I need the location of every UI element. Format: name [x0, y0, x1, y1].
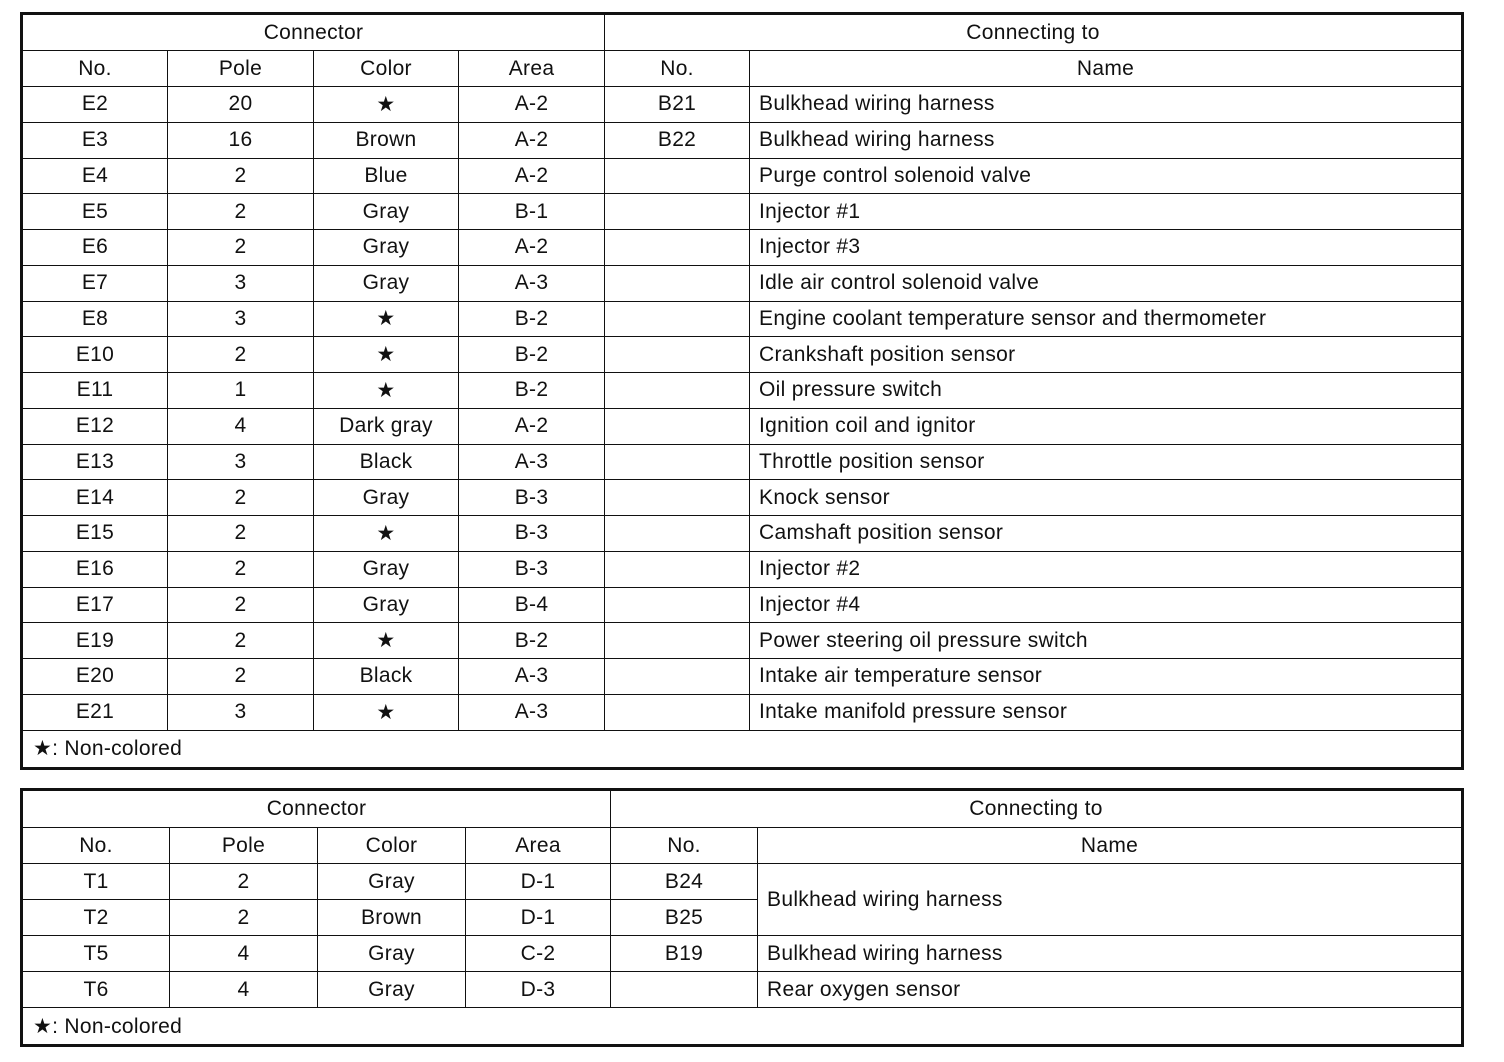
cell-name: Intake manifold pressure sensor [750, 694, 1463, 730]
column-header-name: Name [750, 51, 1463, 87]
cell-to-no [605, 230, 750, 266]
cell-no: E5 [22, 194, 168, 230]
cell-pole: 2 [168, 158, 314, 194]
cell-color: Brown [314, 122, 459, 158]
table-row [22, 480, 1463, 516]
cell-area: C-2 [466, 936, 611, 972]
cell-to-no [605, 444, 750, 480]
cell-color: Black [314, 444, 459, 480]
table-row [22, 408, 1463, 444]
column-header-no: No. [22, 51, 168, 87]
cell-name: Knock sensor [750, 480, 1463, 516]
table-row [22, 158, 1463, 194]
cell-area: A-3 [459, 265, 605, 301]
table-row [22, 936, 1463, 972]
cell-area: B-2 [459, 373, 605, 409]
cell-color: Gray [314, 551, 459, 587]
cell-pole: 20 [168, 87, 314, 123]
legend-row [22, 1008, 1463, 1046]
cell-name: Oil pressure switch [750, 373, 1463, 409]
table-row [22, 373, 1463, 409]
cell-pole: 4 [170, 972, 318, 1008]
column-header-no: No. [22, 828, 170, 864]
column-header-pole: Pole [168, 51, 314, 87]
cell-to-no [605, 337, 750, 373]
cell-area: D-3 [466, 972, 611, 1008]
cell-no: E8 [22, 301, 168, 337]
cell-to-no [605, 480, 750, 516]
cell-color: ★ [314, 373, 459, 409]
cell-name-merged: Bulkhead wiring harness [758, 864, 1463, 936]
cell-area: B-3 [459, 480, 605, 516]
cell-pole: 2 [170, 900, 318, 936]
cell-no: E14 [22, 480, 168, 516]
cell-name: Bulkhead wiring harness [750, 87, 1463, 123]
table-row [22, 659, 1463, 695]
table-row [22, 230, 1463, 266]
cell-color: Gray [318, 936, 466, 972]
cell-to-no: B22 [605, 122, 750, 158]
cell-to-no: B19 [611, 936, 758, 972]
cell-no: E4 [22, 158, 168, 194]
cell-no: E3 [22, 122, 168, 158]
cell-area: A-2 [459, 230, 605, 266]
cell-area: A-2 [459, 122, 605, 158]
cell-color: Gray [314, 265, 459, 301]
cell-to-no [611, 972, 758, 1008]
cell-to-no [605, 373, 750, 409]
legend-note: ★: Non-colored [22, 730, 1463, 768]
column-header-to-no: No. [611, 828, 758, 864]
cell-no: E16 [22, 551, 168, 587]
cell-to-no: B21 [605, 87, 750, 123]
table-row [22, 301, 1463, 337]
cell-name: Injector #1 [750, 194, 1463, 230]
cell-name: Power steering oil pressure switch [750, 623, 1463, 659]
cell-no: E11 [22, 373, 168, 409]
connecting-to-header: Connecting to [611, 790, 1463, 828]
cell-pole: 2 [168, 230, 314, 266]
cell-name: Throttle position sensor [750, 444, 1463, 480]
cell-no: T2 [22, 900, 170, 936]
cell-name: Bulkhead wiring harness [750, 122, 1463, 158]
table-header-group-row [22, 790, 1463, 828]
cell-name: Crankshaft position sensor [750, 337, 1463, 373]
cell-color: Gray [314, 230, 459, 266]
table-row [22, 551, 1463, 587]
cell-color: ★ [314, 516, 459, 552]
cell-pole: 4 [170, 936, 318, 972]
cell-color: ★ [314, 87, 459, 123]
cell-name: Intake air temperature sensor [750, 659, 1463, 695]
column-header-name: Name [758, 828, 1463, 864]
cell-to-no: B25 [611, 900, 758, 936]
cell-name: Ignition coil and ignitor [750, 408, 1463, 444]
cell-area: D-1 [466, 900, 611, 936]
cell-to-no [605, 659, 750, 695]
table-header-row [22, 828, 1463, 864]
cell-no: E2 [22, 87, 168, 123]
column-header-area: Area [459, 51, 605, 87]
cell-area: A-2 [459, 408, 605, 444]
table-row [22, 194, 1463, 230]
table-row [22, 337, 1463, 373]
cell-to-no: B24 [611, 864, 758, 900]
cell-area: B-2 [459, 623, 605, 659]
cell-area: A-3 [459, 444, 605, 480]
table-row [22, 122, 1463, 158]
cell-name: Injector #4 [750, 587, 1463, 623]
cell-to-no [605, 194, 750, 230]
column-header-to-no: No. [605, 51, 750, 87]
connector-table-e [20, 12, 1464, 770]
cell-no: E10 [22, 337, 168, 373]
cell-pole: 2 [168, 480, 314, 516]
legend-row [22, 730, 1463, 768]
cell-no: T6 [22, 972, 170, 1008]
cell-to-no [605, 408, 750, 444]
connecting-to-header: Connecting to [605, 14, 1463, 51]
cell-pole: 1 [168, 373, 314, 409]
cell-area: D-1 [466, 864, 611, 900]
cell-to-no [605, 587, 750, 623]
cell-color: ★ [314, 337, 459, 373]
cell-no: E19 [22, 623, 168, 659]
cell-area: A-3 [459, 694, 605, 730]
cell-color: Brown [318, 900, 466, 936]
cell-no: E21 [22, 694, 168, 730]
cell-name: Injector #3 [750, 230, 1463, 266]
cell-color: Gray [314, 587, 459, 623]
cell-to-no [605, 694, 750, 730]
cell-no: E17 [22, 587, 168, 623]
cell-name: Bulkhead wiring harness [758, 936, 1463, 972]
cell-color: Gray [314, 194, 459, 230]
cell-area: A-2 [459, 158, 605, 194]
cell-pole: 2 [168, 659, 314, 695]
cell-no: E13 [22, 444, 168, 480]
cell-no: E6 [22, 230, 168, 266]
cell-pole: 3 [168, 694, 314, 730]
cell-pole: 2 [168, 194, 314, 230]
cell-area: B-1 [459, 194, 605, 230]
cell-to-no [605, 551, 750, 587]
cell-to-no [605, 265, 750, 301]
table-row [22, 516, 1463, 552]
cell-color: ★ [314, 623, 459, 659]
connector-header: Connector [22, 14, 605, 51]
cell-pole: 2 [168, 516, 314, 552]
table-row [22, 623, 1463, 659]
legend-note: ★: Non-colored [22, 1008, 1463, 1046]
cell-area: B-4 [459, 587, 605, 623]
table-header-group-row [22, 14, 1463, 51]
cell-area: B-3 [459, 516, 605, 552]
cell-pole: 2 [168, 587, 314, 623]
cell-name: Idle air control solenoid valve [750, 265, 1463, 301]
cell-to-no [605, 516, 750, 552]
cell-pole: 3 [168, 301, 314, 337]
cell-no: E12 [22, 408, 168, 444]
table-row [22, 444, 1463, 480]
cell-color: Gray [318, 864, 466, 900]
cell-no: E15 [22, 516, 168, 552]
connector-table-t [20, 788, 1464, 1047]
cell-area: B-3 [459, 551, 605, 587]
table-row [22, 87, 1463, 123]
cell-color: Blue [314, 158, 459, 194]
cell-no: E20 [22, 659, 168, 695]
cell-to-no [605, 301, 750, 337]
cell-color: Gray [314, 480, 459, 516]
cell-area: A-2 [459, 87, 605, 123]
cell-no: E7 [22, 265, 168, 301]
column-header-color: Color [318, 828, 466, 864]
cell-pole: 3 [168, 265, 314, 301]
cell-pole: 3 [168, 444, 314, 480]
cell-no: T5 [22, 936, 170, 972]
cell-area: B-2 [459, 337, 605, 373]
cell-pole: 2 [170, 864, 318, 900]
cell-color: Dark gray [314, 408, 459, 444]
connector-header: Connector [22, 790, 611, 828]
cell-color: ★ [314, 694, 459, 730]
cell-name: Injector #2 [750, 551, 1463, 587]
cell-pole: 16 [168, 122, 314, 158]
column-header-area: Area [466, 828, 611, 864]
table-row [22, 972, 1463, 1008]
table-row [22, 265, 1463, 301]
cell-no: T1 [22, 864, 170, 900]
cell-area: B-2 [459, 301, 605, 337]
cell-color: Black [314, 659, 459, 695]
column-header-color: Color [314, 51, 459, 87]
cell-pole: 2 [168, 551, 314, 587]
cell-area: A-3 [459, 659, 605, 695]
cell-name: Rear oxygen sensor [758, 972, 1463, 1008]
cell-color: ★ [314, 301, 459, 337]
table-row [22, 864, 1463, 900]
cell-pole: 2 [168, 623, 314, 659]
column-header-pole: Pole [170, 828, 318, 864]
cell-pole: 2 [168, 337, 314, 373]
cell-to-no [605, 623, 750, 659]
cell-name: Camshaft position sensor [750, 516, 1463, 552]
table-row [22, 694, 1463, 730]
cell-pole: 4 [168, 408, 314, 444]
cell-color: Gray [318, 972, 466, 1008]
cell-name: Purge control solenoid valve [750, 158, 1463, 194]
table-row [22, 587, 1463, 623]
table-header-row [22, 51, 1463, 87]
cell-name: Engine coolant temperature sensor and thermometer [750, 301, 1463, 337]
cell-to-no [605, 158, 750, 194]
